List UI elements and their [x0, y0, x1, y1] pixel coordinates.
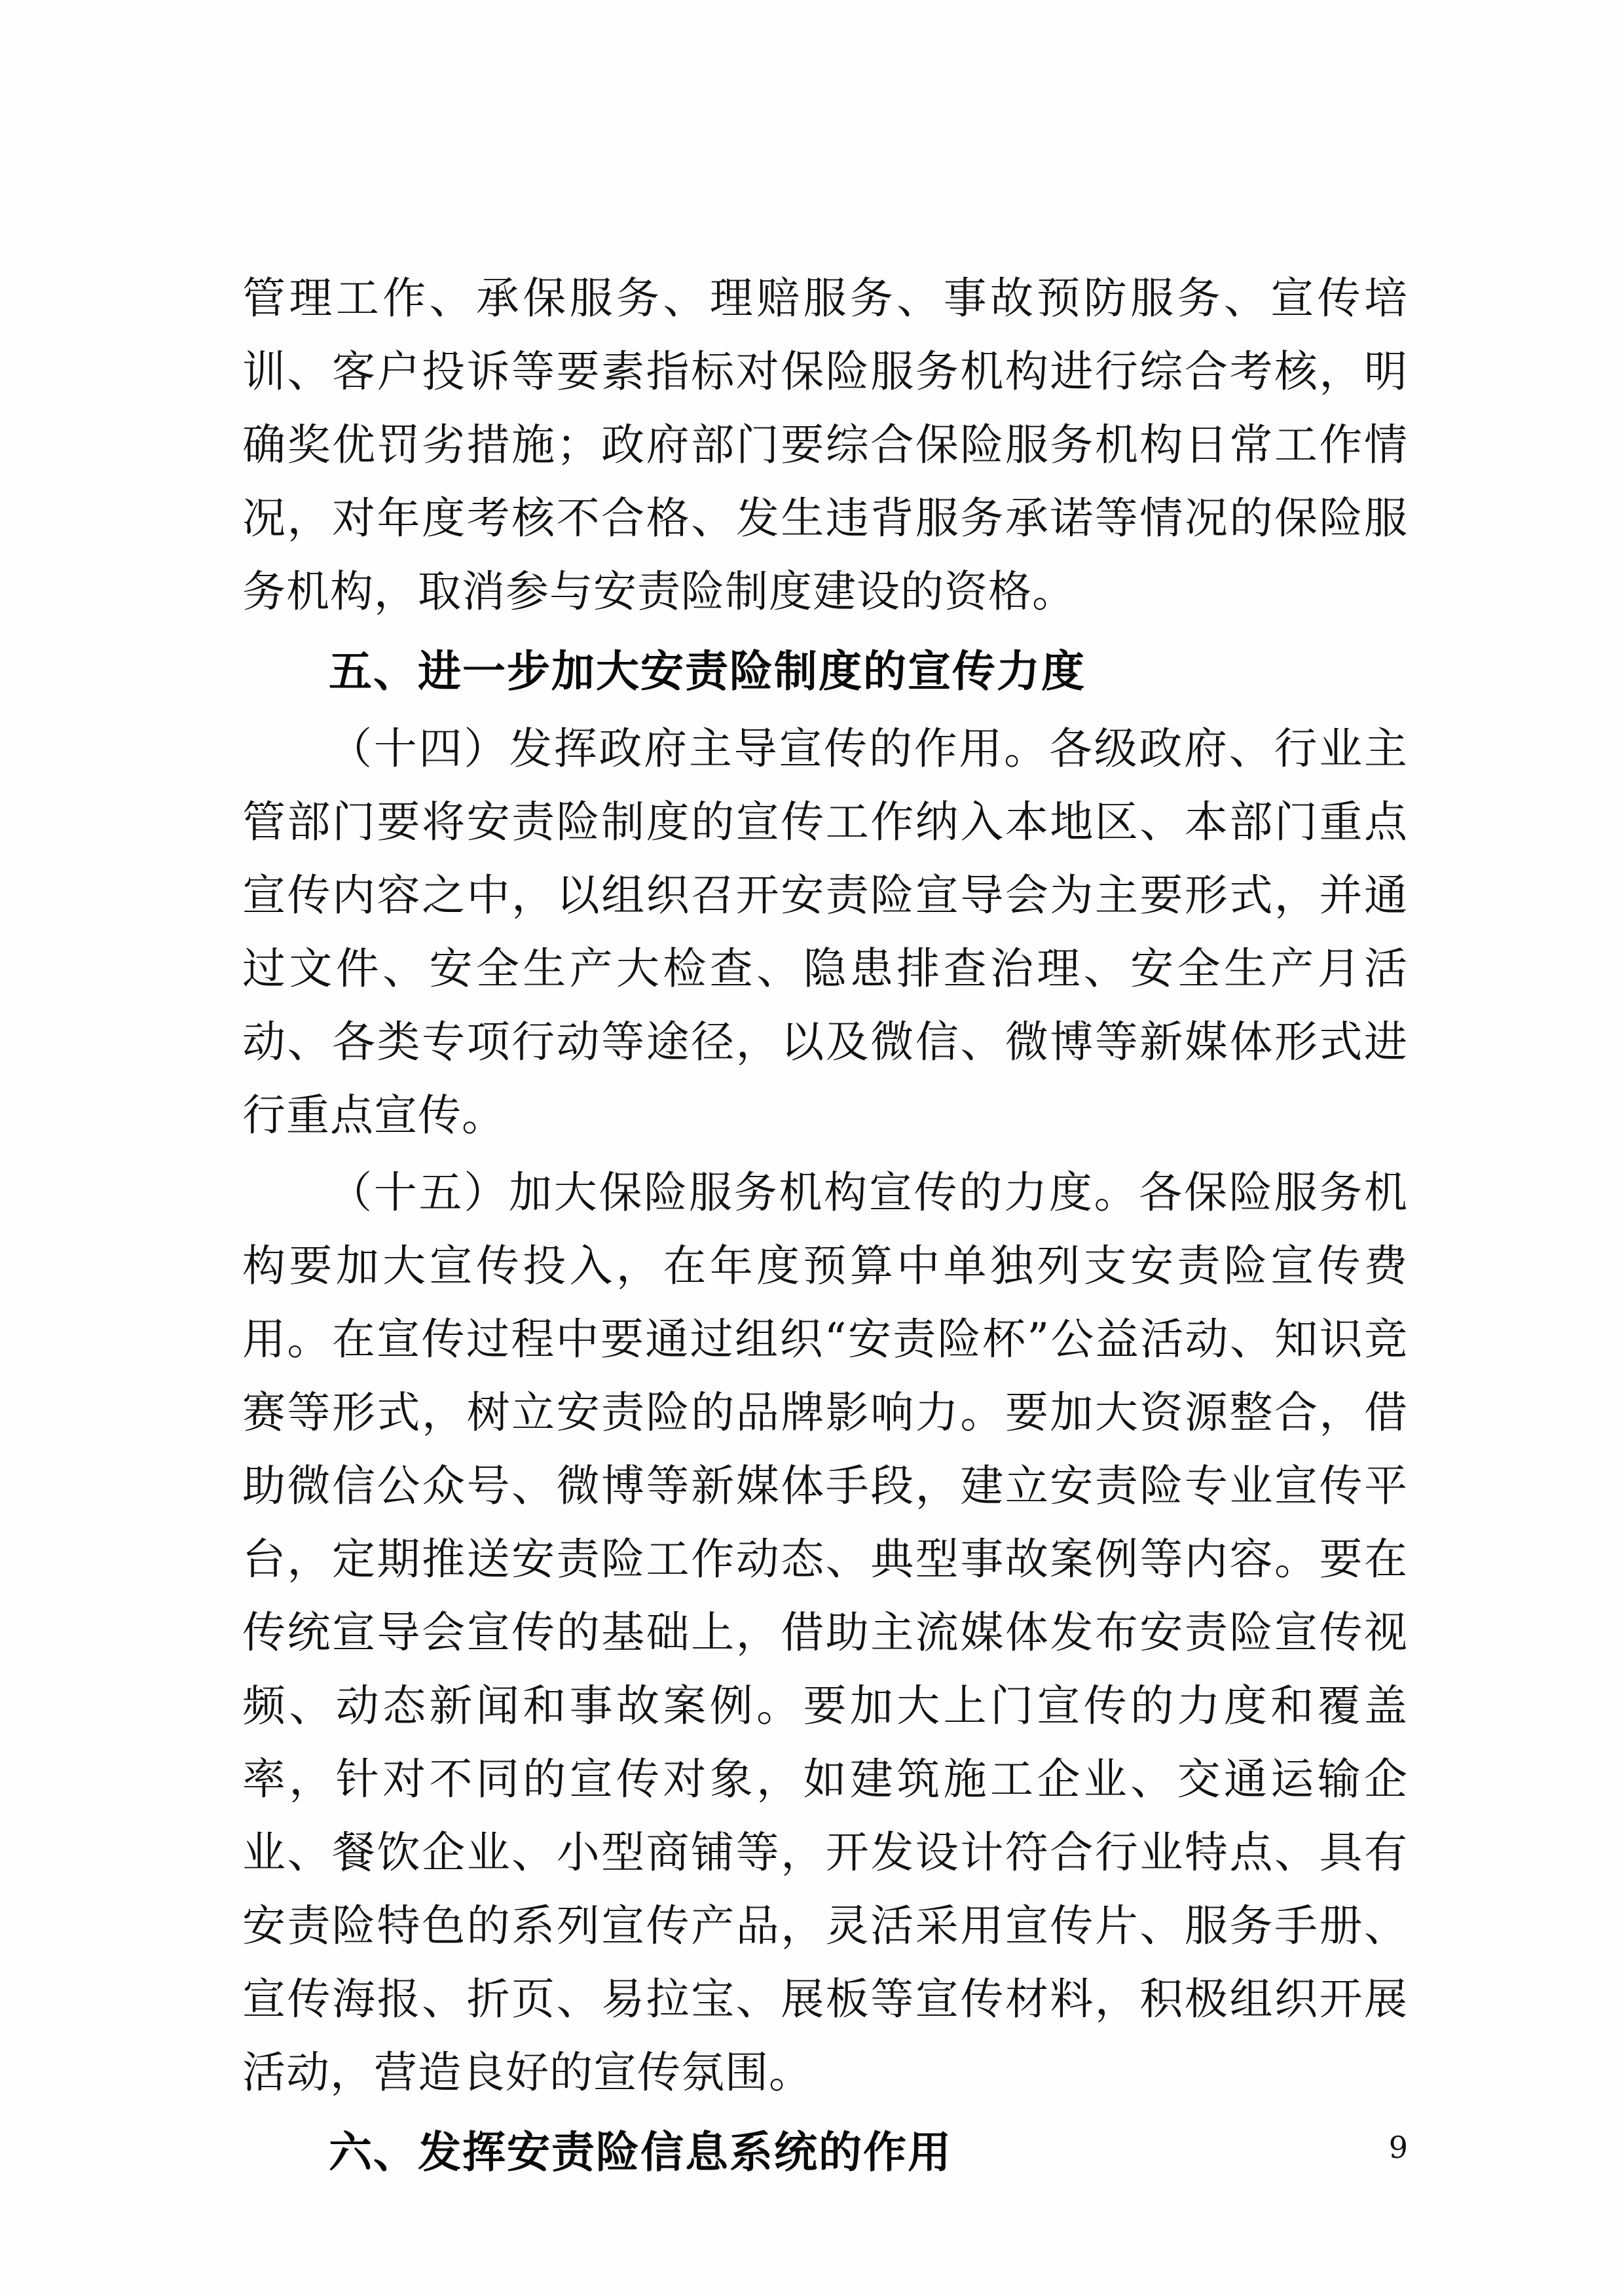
section-heading-five: 五、进一步加大安责险制度的宣传力度 — [329, 646, 1086, 697]
document-body — [242, 262, 1408, 2193]
section-heading-six: 六、发挥安责险信息系统的作用 — [329, 2127, 952, 2178]
paragraph-item-fourteen: （十四）发挥政府主导宣传的作用。各级政府、行业主管部门要将安责险制度的宣传工作纳入本地区、本部门重点宣传内容之中，以组织召开安责险宣导会为主要形式，并通过文件、安全生产大检查、隐患排查治理、安全生产月活动、各类专项行动等途径，以及微信、微博等新媒体形式进行重点宣传。 — [242, 723, 1408, 1140]
page-number: 9 — [1388, 2130, 1408, 2165]
paragraph-item-fifteen: （十五）加大保险服务机构宣传的力度。各保险服务机构要加大宣传投入，在年度预算中单独列支安责险宣传费用。在宣传过程中要通过组织“安责险杯”公益活动、知识竞赛等形式，树立安责险的品牌影响力。要加大资源整合，借助微信公众号、微博等新媒体手段，建立安责险专业宣传平台，定期推送安责险工作动态、典型事故案例等内容。要在传统宣导会宣传的基础上，借助主流媒体发布安责险宣传视频、动态新闻和事故案例。要加大上门宣传的力度和覆盖率，针对不同的宣传对象，如建筑施工企业、交通运输企业、餐饮企业、小型商铺等，开发设计符合行业特点、具有安责险特色的系列宣传产品，灵活采用宣传片、服务手册、宣传海报、折页、易拉宝、展板等宣传材料，积极组织开展活动，营造良好的宣传氛围。 — [242, 1167, 1408, 2098]
paragraph-continuation: 管理工作、承保服务、理赔服务、事故预防服务、宣传培训、客户投诉等要素指标对保险服务机构进行综合考核，明确奖优罚劣措施；政府部门要综合保险服务机构日常工作情况，对年度考核不合格、发生违背服务承诺等情况的保险服务机构，取消参与安责险制度建设的资格。 — [242, 273, 1408, 617]
